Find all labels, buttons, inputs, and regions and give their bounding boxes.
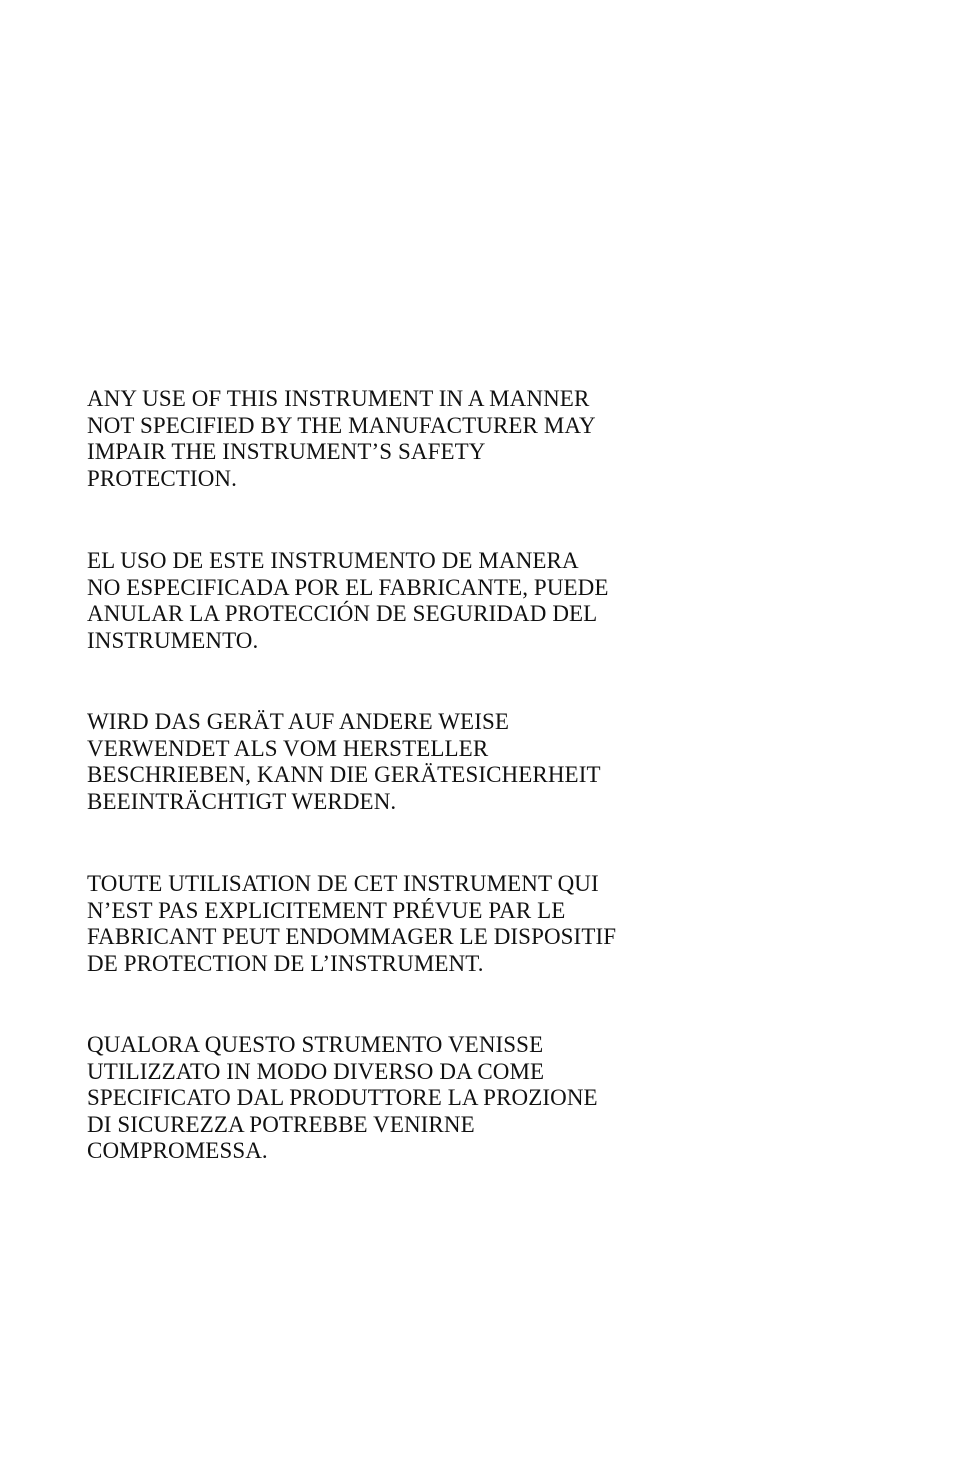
- notice-line: NO ESPECIFICADA POR EL FABRICANTE, PUEDE: [87, 574, 609, 600]
- notice-line: VERWENDET ALS VOM HERSTELLER: [87, 735, 489, 761]
- notice-line: NOT SPECIFIED BY THE MANUFACTURER MAY: [87, 412, 596, 438]
- notice-line: UTILIZZATO IN MODO DIVERSO DA COME: [87, 1058, 545, 1084]
- notice-line: INSTRUMENTO.: [87, 627, 259, 653]
- notice-line: TOUTE UTILISATION DE CET INSTRUMENT QUI: [87, 871, 599, 896]
- notice-line: DE PROTECTION DE L’INSTRUMENT.: [87, 950, 484, 976]
- notice-line: COMPROMESSA.: [87, 1138, 268, 1163]
- notice-line: BEEINTRÄCHTIGT WERDEN.: [87, 788, 397, 814]
- notice-line: PROTECTION.: [87, 465, 237, 491]
- notice-line: SPECIFICATO DAL PRODUTTORE LA PROZIONE: [87, 1085, 598, 1110]
- notice-line: FABRICANT PEUT ENDOMMAGER LE DISPOSITIF: [87, 924, 617, 949]
- notice-line: ANY USE OF THIS INSTRUMENT IN A MANNER: [87, 386, 590, 411]
- notice-line: N’EST PAS EXPLICITEMENT PRÉVUE PAR LE: [87, 897, 566, 923]
- notice-line: DI SICUREZZA POTREBBE VENIRNE: [87, 1111, 475, 1137]
- notice-line: IMPAIR THE INSTRUMENT’S SAFETY: [87, 439, 486, 464]
- notice-line: ANULAR LA PROTECCIÓN DE SEGURIDAD DEL: [87, 601, 598, 626]
- safety-notice-german: [87, 709, 727, 815]
- safety-notice-french: [87, 871, 727, 977]
- notice-line: QUALORA QUESTO STRUMENTO VENISSE: [87, 1032, 544, 1057]
- notice-line: EL USO DE ESTE INSTRUMENTO DE MANERA: [87, 548, 579, 573]
- notice-line: WIRD DAS GERÄT AUF ANDERE WEISE: [87, 709, 510, 734]
- safety-notice-italian: [87, 1032, 727, 1165]
- safety-notice-spanish: [87, 548, 727, 654]
- safety-notice-english: [87, 386, 727, 492]
- notice-line: BESCHRIEBEN, KANN DIE GERÄTESICHERHEIT: [87, 762, 601, 787]
